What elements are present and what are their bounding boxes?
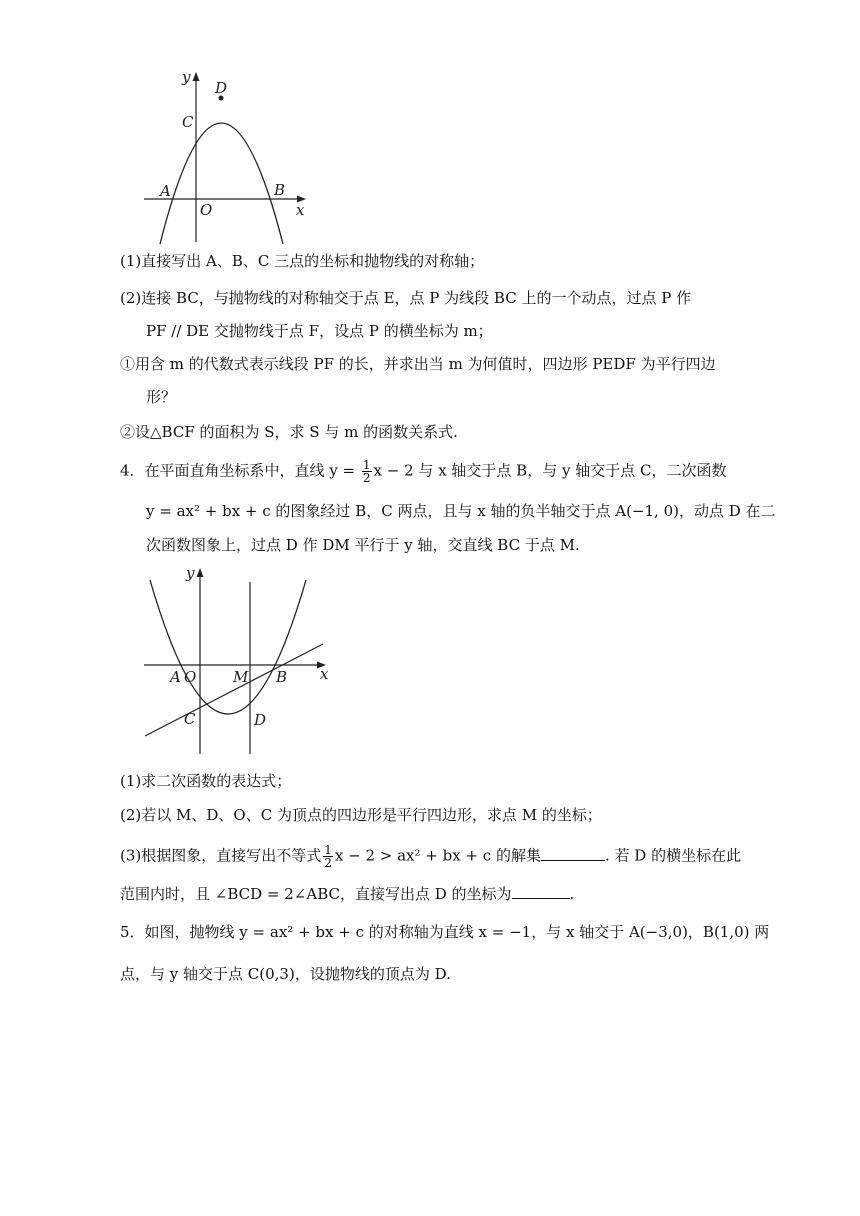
answer-blank-2[interactable] xyxy=(512,898,570,899)
q5-stem-line2: 点，与 y 轴交于点 C(0,3)，设抛物线的顶点为 D. xyxy=(120,965,451,983)
q4-fraction-denominator: 2 xyxy=(362,471,371,485)
label-d: D xyxy=(215,79,228,97)
q3-part-2-line2: PF // DE 交抛物线于点 F，设点 P 的横坐标为 m； xyxy=(146,322,493,340)
q4-part-3-pre: (3)根据图象，直接写出不等式 xyxy=(120,846,322,865)
q4-part-3-fraction xyxy=(323,844,333,869)
q4-stem-post: x − 2 与 x 轴交于点 B，与 y 轴交于点 C，二次函数 xyxy=(373,461,727,480)
q4-part-3-mid: x − 2 > ax² + bx + c 的解集 xyxy=(334,846,541,865)
q4-stem-pre: 4．在平面直角坐标系中，直线 y = xyxy=(120,461,360,480)
parabola-curve xyxy=(150,580,306,714)
q4-part-3-line2-post: . xyxy=(569,885,575,903)
figure-parabola-1 xyxy=(140,66,315,246)
q4-part-2: (2)若以 M、D、O、C 为顶点的四边形是平行四边形，求点 M 的坐标； xyxy=(120,806,602,824)
label-d: D xyxy=(254,711,267,729)
q4-part-1: (1)求二次函数的表达式； xyxy=(120,772,292,790)
q4-part-3-fraction-numerator: 1 xyxy=(324,843,332,857)
q3-part-2-line1: (2)连接 BC，与抛物线的对称轴交于点 E，点 P 为线段 BC 上的一个动点，过点 P 作 xyxy=(120,289,692,307)
line-bc xyxy=(145,644,323,736)
parabola-curve xyxy=(160,123,286,244)
q4-part-3-post: . 若 D 的横坐标在此 xyxy=(604,846,742,865)
q5-stem-line1: 5．如图，抛物线 y = ax² + bx + c 的对称轴为直线 x = −1，与 x 轴交于 A(−3,0)，B(1,0) 两 xyxy=(120,923,770,941)
q4-part-3-line2 xyxy=(120,883,574,905)
label-c: C xyxy=(182,113,194,131)
q4-stem-line2: y = ax² + bx + c 的图象经过 B，C 两点，且与 x 轴的负半轴交于点 A(−1, 0)，动点 D 在二 xyxy=(146,502,776,520)
q4-fraction-numerator: 1 xyxy=(362,458,371,472)
q4-part-3-line2-pre: 范围内时，且 ∠BCD = 2∠ABC，直接写出点 D 的坐标为 xyxy=(120,885,512,903)
q3-part-2a-line2: 形？ xyxy=(146,388,177,406)
label-o: O xyxy=(184,668,197,686)
answer-blank-1[interactable] xyxy=(541,860,605,861)
label-y: y xyxy=(182,68,191,86)
label-a: A xyxy=(160,182,171,200)
q4-part-3-fraction-denominator: 2 xyxy=(324,856,332,870)
label-y: y xyxy=(186,564,195,582)
figure-parabola-2 xyxy=(140,562,340,758)
label-b: B xyxy=(276,668,288,686)
q3-part-2b: ②设△BCF 的面积为 S，求 S 与 m 的函数关系式. xyxy=(120,423,458,441)
label-a: A xyxy=(170,668,181,686)
y-axis-arrow xyxy=(193,72,200,81)
q3-part-1: (1)直接写出 A、B、C 三点的坐标和抛物线的对称轴； xyxy=(120,252,485,270)
y-axis-arrow xyxy=(197,568,204,577)
label-m: M xyxy=(233,668,249,686)
label-o: O xyxy=(200,201,213,219)
label-x: x xyxy=(296,201,305,219)
q3-part-2a-line1: ①用含 m 的代数式表示线段 PF 的长，并求出当 m 为何值时，四边形 PEDF 为平行四边 xyxy=(120,355,716,373)
label-c: C xyxy=(184,710,196,728)
label-b: B xyxy=(274,181,286,199)
q4-fraction xyxy=(362,459,372,484)
q4-stem-line3: 次函数图象上，过点 D 作 DM 平行于 y 轴，交直线 BC 于点 M. xyxy=(146,536,580,554)
label-x: x xyxy=(320,665,329,683)
q4-stem-line1 xyxy=(120,459,726,484)
q4-part-3-line1 xyxy=(120,844,741,869)
